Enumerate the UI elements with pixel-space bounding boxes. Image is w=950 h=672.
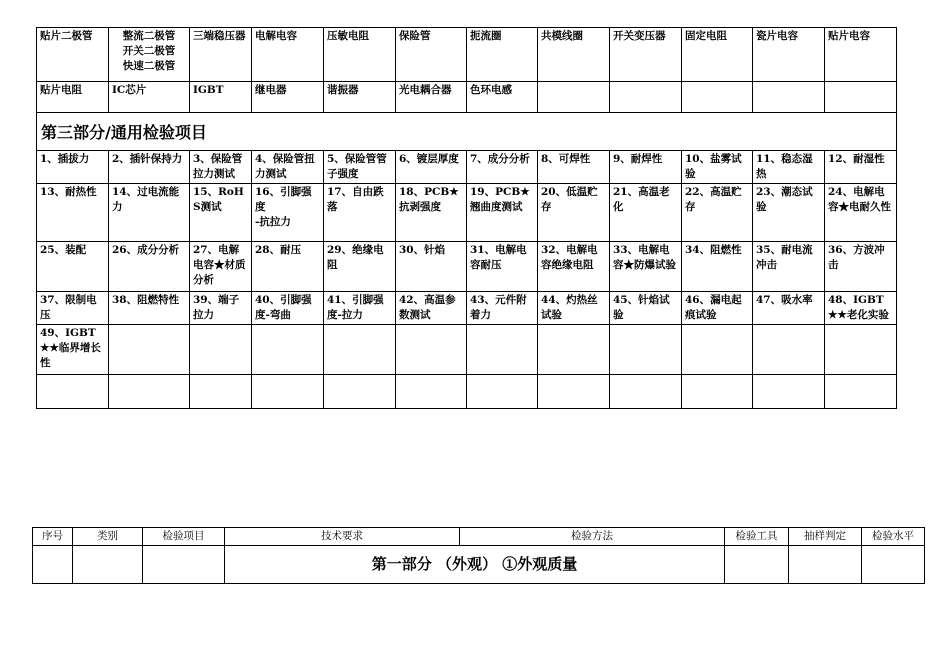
- empty-cell: [538, 82, 610, 113]
- inspection-item-cell: 12、耐湿性: [825, 151, 897, 184]
- inspection-item-cell: 32、电解电容绝缘电阻: [538, 242, 610, 292]
- empty-cell: [396, 375, 467, 409]
- inspection-item-cell: 44、灼热丝试验: [538, 292, 610, 325]
- empty-cell: [467, 325, 538, 375]
- inspection-item-cell: 26、成分分析: [109, 242, 190, 292]
- component-type-cell: 贴片二极管: [37, 28, 109, 82]
- component-type-cell: 保险管: [396, 28, 467, 82]
- inspection-item-cell: 40、引脚强度-弯曲: [252, 292, 324, 325]
- spec-table-header-row: [33, 528, 925, 546]
- empty-cell: [825, 82, 897, 113]
- inspection-item-cell: 25、装配: [37, 242, 109, 292]
- inspection-item-cell: 31、电解电容耐压: [467, 242, 538, 292]
- empty-cell: [725, 546, 789, 584]
- empty-cell: [610, 325, 682, 375]
- inspection-item-cell: 16、引脚强度 -抗拉力: [252, 184, 324, 242]
- inspection-item-cell: 19、PCB★翘曲度测试: [467, 184, 538, 242]
- empty-cell: [753, 375, 825, 409]
- inspection-spec-table: [32, 527, 925, 584]
- header-cell-inspection-level: 检验水平: [862, 528, 925, 546]
- inspection-item-cell: 1、插拔力: [37, 151, 109, 184]
- header-cell-index: 序号: [33, 528, 73, 546]
- inspection-item-cell: 11、稳态湿热: [753, 151, 825, 184]
- empty-cell: [190, 325, 252, 375]
- inspection-item-cell: 22、高温贮存: [682, 184, 753, 242]
- header-cell-technical-requirement: 技术要求: [225, 528, 460, 546]
- empty-cell: [190, 375, 252, 409]
- empty-cell: [324, 325, 396, 375]
- component-type-cell: 贴片电阻: [37, 82, 109, 113]
- inspection-item-cell: 2、插针保持力: [109, 151, 190, 184]
- component-type-cell: 电解电容: [252, 28, 324, 82]
- spec-table-section-row: [33, 546, 925, 584]
- inspection-item-cell: 35、耐电流冲击: [753, 242, 825, 292]
- header-cell-sampling-judgement: 抽样判定: [789, 528, 862, 546]
- inspection-categories-table: [36, 27, 897, 409]
- empty-cell: [538, 375, 610, 409]
- inspection-item-cell: 17、自由跌落: [324, 184, 396, 242]
- inspection-item-cell: 28、耐压: [252, 242, 324, 292]
- empty-cell: [682, 325, 753, 375]
- inspection-item-cell: 29、绝缘电阻: [324, 242, 396, 292]
- inspection-item-row: [37, 242, 897, 292]
- inspection-item-cell: 37、限制电压: [37, 292, 109, 325]
- inspection-item-cell: 49、IGBT★★临界增长性: [37, 325, 109, 375]
- section-title: 第三部分/通用检验项目: [37, 113, 897, 151]
- inspection-item-cell: 6、镀层厚度: [396, 151, 467, 184]
- inspection-item-cell: 23、潮态试验: [753, 184, 825, 242]
- inspection-item-cell: 42、高温参数测试: [396, 292, 467, 325]
- inspection-item-cell: 8、可焊性: [538, 151, 610, 184]
- component-type-cell: 压敏电阻: [324, 28, 396, 82]
- section-title-row: [37, 113, 897, 151]
- component-type-cell: 共模线圈: [538, 28, 610, 82]
- inspection-item-cell: 20、低温贮存: [538, 184, 610, 242]
- inspection-item-row: [37, 325, 897, 375]
- empty-cell: [682, 82, 753, 113]
- component-type-cell: 瓷片电容: [753, 28, 825, 82]
- inspection-item-cell: 36、方波冲击: [825, 242, 897, 292]
- component-type-cell: 贴片电容: [825, 28, 897, 82]
- component-type-cell: 光电耦合器: [396, 82, 467, 113]
- inspection-item-cell: 43、元件附着力: [467, 292, 538, 325]
- inspection-item-row: [37, 375, 897, 409]
- inspection-item-row: [37, 151, 897, 184]
- inspection-item-cell: 14、过电流能力: [109, 184, 190, 242]
- empty-cell: [610, 375, 682, 409]
- inspection-item-cell: 15、RoHS测试: [190, 184, 252, 242]
- categories-table-body: [37, 28, 897, 409]
- empty-cell: [753, 82, 825, 113]
- component-type-cell: 固定电阻: [682, 28, 753, 82]
- inspection-item-cell: 39、端子拉力: [190, 292, 252, 325]
- inspection-item-cell: 9、耐焊性: [610, 151, 682, 184]
- empty-cell: [73, 546, 143, 584]
- header-cell-inspection-method: 检验方法: [460, 528, 725, 546]
- inspection-item-cell: 4、保险管扭力测试: [252, 151, 324, 184]
- component-type-cell: 开关变压器: [610, 28, 682, 82]
- component-type-cell: 扼流圈: [467, 28, 538, 82]
- empty-cell: [825, 325, 897, 375]
- component-type-row: [37, 28, 897, 82]
- inspection-item-cell: 13、耐热性: [37, 184, 109, 242]
- inspection-item-cell: 33、电解电容★防爆试验: [610, 242, 682, 292]
- empty-cell: [467, 375, 538, 409]
- empty-cell: [538, 325, 610, 375]
- component-type-cell: 三端稳压器: [190, 28, 252, 82]
- inspection-item-cell: 7、成分分析: [467, 151, 538, 184]
- component-type-cell: IGBT: [190, 82, 252, 113]
- inspection-item-row: [37, 184, 897, 242]
- inspection-item-cell: 46、漏电起痕试验: [682, 292, 753, 325]
- empty-cell: [396, 325, 467, 375]
- inspection-item-cell: 41、引脚强度-拉力: [324, 292, 396, 325]
- inspection-item-cell: 48、IGBT★★老化实验: [825, 292, 897, 325]
- inspection-item-cell: 21、高温老化: [610, 184, 682, 242]
- inspection-item-cell: 27、电解电容★材质分析: [190, 242, 252, 292]
- empty-cell: [252, 325, 324, 375]
- inspection-item-cell: 30、针焰: [396, 242, 467, 292]
- component-type-cell: 谐振器: [324, 82, 396, 113]
- component-type-cell: 整流二极管 开关二极管 快速二极管: [109, 28, 190, 82]
- inspection-item-cell: 38、阻燃特性: [109, 292, 190, 325]
- header-cell-inspection-tool: 检验工具: [725, 528, 789, 546]
- empty-cell: [789, 546, 862, 584]
- component-type-cell: 色环电感: [467, 82, 538, 113]
- inspection-item-cell: 47、吸水率: [753, 292, 825, 325]
- empty-cell: [825, 375, 897, 409]
- empty-cell: [33, 546, 73, 584]
- header-cell-category: 类别: [73, 528, 143, 546]
- empty-cell: [252, 375, 324, 409]
- inspection-item-cell: 18、PCB★抗剥强度: [396, 184, 467, 242]
- empty-cell: [610, 82, 682, 113]
- empty-cell: [753, 325, 825, 375]
- empty-cell: [143, 546, 225, 584]
- empty-cell: [37, 375, 109, 409]
- component-type-cell: IC芯片: [109, 82, 190, 113]
- inspection-item-cell: 10、盐雾试验: [682, 151, 753, 184]
- inspection-item-cell: 45、针焰试验: [610, 292, 682, 325]
- inspection-item-row: [37, 292, 897, 325]
- empty-cell: [682, 375, 753, 409]
- empty-cell: [109, 375, 190, 409]
- empty-cell: [324, 375, 396, 409]
- component-type-row: [37, 82, 897, 113]
- inspection-item-cell: 3、保险管拉力测试: [190, 151, 252, 184]
- inspection-item-cell: 24、电解电容★电耐久性: [825, 184, 897, 242]
- inspection-item-cell: 5、保险管管子强度: [324, 151, 396, 184]
- empty-cell: [862, 546, 925, 584]
- inspection-item-cell: 34、阻燃性: [682, 242, 753, 292]
- empty-cell: [109, 325, 190, 375]
- component-type-cell: 继电器: [252, 82, 324, 113]
- header-cell-inspection-item: 检验项目: [143, 528, 225, 546]
- section-heading-appearance: 第一部分 （外观） ①外观质量: [225, 546, 725, 584]
